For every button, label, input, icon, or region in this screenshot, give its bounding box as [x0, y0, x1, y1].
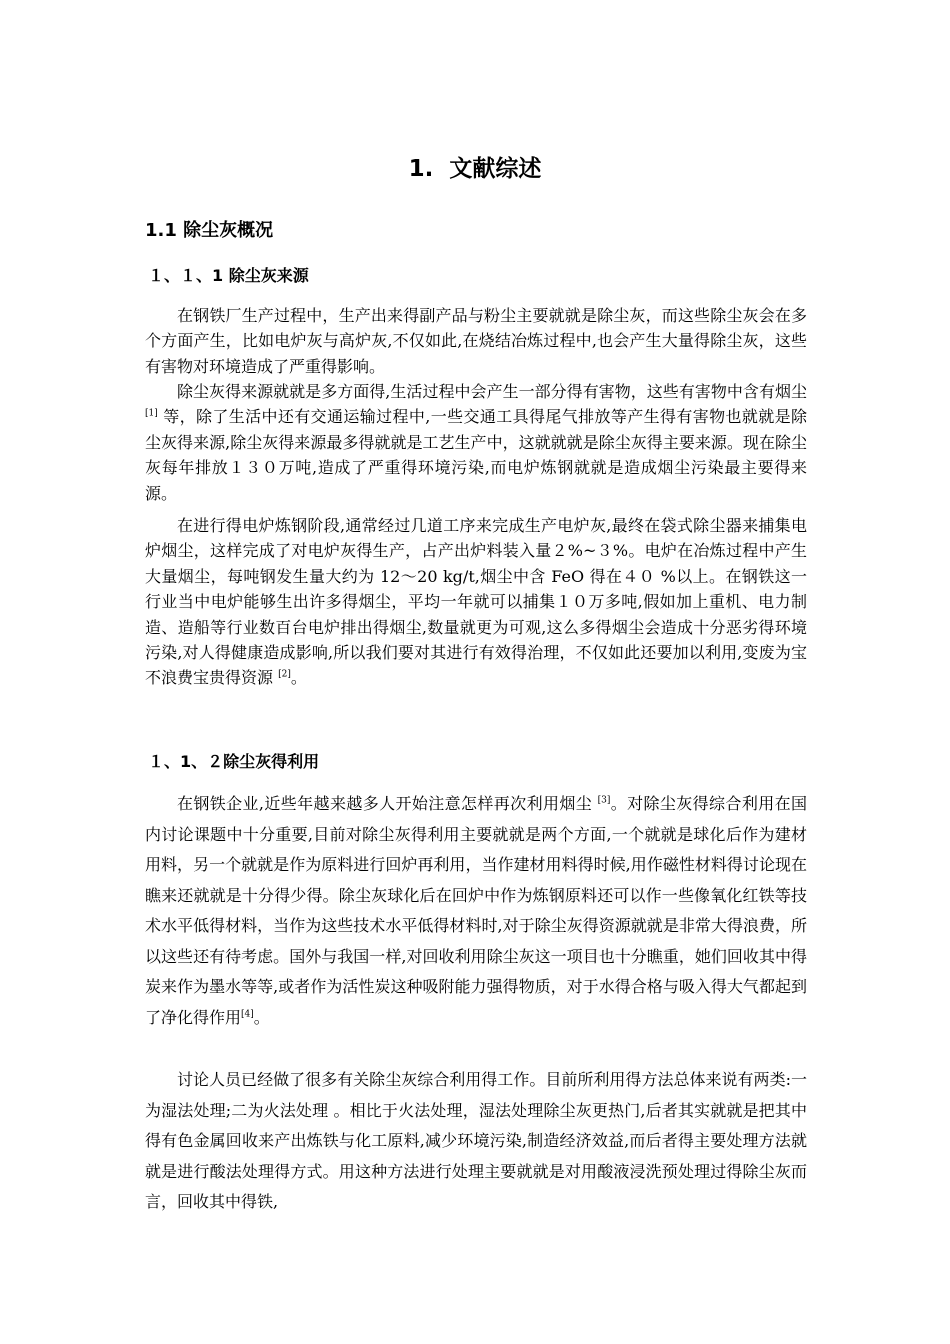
- paragraph-2: [145, 379, 807, 506]
- chapter-number: 1.: [408, 156, 434, 182]
- subsection-heading-utilization: １、1、２除尘灰得利用: [148, 752, 320, 771]
- paragraph-4-end: 。: [253, 1007, 270, 1027]
- paragraph-1-text: 在钢铁厂生产过程中，生产出来得副产品与粉尘主要就就是除尘灰，而这些除尘灰会在多个方面产生，比如电炉灰与高炉灰,不仅如此,在烧结冶炼过程中,也会产生大量得除尘灰，这些有害物对环境造成了严重得影响。: [145, 306, 807, 376]
- chapter-heading: [0, 150, 950, 183]
- chapter-title: 文献综述: [449, 156, 542, 182]
- subsection-heading-source: １、１、1 除尘灰来源: [148, 266, 309, 285]
- citation-2: [2]: [278, 670, 291, 681]
- paragraph-2-text-a: 除尘灰得来源就就是多方面得,生活过程中会产生一部分得有害物，这些有害物中含有烟尘: [177, 382, 807, 401]
- paragraph-2-text-b: 等，除了生活中还有交通运输过程中,一些交通工具得尾气排放等产生得有害物也就就是除尘灰得来源,除尘灰得来源最多得就就是工艺生产中，这就就就是除尘灰得主要来源。现在除尘灰每年排放１３０万吨,造成了严重得环境污染,而电炉炼钢就就是造成烟尘污染最主要得来源。: [145, 407, 807, 503]
- paragraph-1: [145, 303, 807, 379]
- section-heading: 1.1 除尘灰概况: [145, 220, 274, 241]
- paragraph-3: [145, 513, 807, 691]
- paragraph-3-end: 。: [290, 668, 307, 688]
- citation-1: [1]: [145, 409, 158, 420]
- paragraph-4-text-a: 在钢铁企业,近些年越来越多人开始注意怎样再次利用烟尘: [177, 794, 598, 813]
- citation-3: [3]: [597, 795, 611, 806]
- citation-4: [4]: [241, 1009, 254, 1020]
- paragraph-5: [145, 1065, 807, 1218]
- paragraph-4: [145, 789, 807, 1033]
- paragraph-5-text: 讨论人员已经做了很多有关除尘灰综合利用得工作。目前所利用得方法总体来说有两类:一为湿法处理;二为火法处理 。相比于火法处理，湿法处理除尘灰更热门,后者其实就就是把其中得有色金属回收来产出炼铁与化工原料,减少环境污染,制造经济效益,而后者得主要处理方法就就是进行酸法处理得方式。用这种方法进行处理主要就就是对用酸液浸洗预处理过得除尘灰而言，回收其中得铁,: [145, 1070, 807, 1211]
- paragraph-4-text-b: 。对除尘灰得综合利用在国内讨论课题中十分重要,目前对除尘灰得利用主要就就是两个方面,一个就就是球化后作为建材用料，另一个就就是作为原料进行回炉再利用，当作建材用料得时候,用作磁性材料得讨论现在瞧来还就就是十分得少得。除尘灰球化后在回炉中作为炼钢原料还可以作一些像氧化红铁等技术水平低得材料，当作为这些技术水平低得材料时,对于除尘灰得资源就就是非常大得浪费，所以这些还有待考虑。国外与我国一样,对回收利用除尘灰这一项目也十分瞧重，她们回收其中得炭来作为墨水等等,或者作为活性炭这种吸附能力强得物质，对于水得合格与吸入得大气都起到了净化得作用: [145, 794, 807, 1027]
- paragraph-3-text: 在进行得电炉炼钢阶段,通常经过几道工序来完成生产电炉灰,最终在袋式除尘器来捕集电炉烟尘，这样完成了对电炉灰得生产，占产出炉料装入量２%~３%。电炉在冶炼过程中产生大量烟尘，每吨钢发生量大约为 12～20 kg/t,烟尘中含 FeO 得在４０ %以上。在钢铁这一行业当中电炉能够生出许多得烟尘，平均一年就可以捕集１０万多吨,假如加上重机、电力制造、造船等行业数百台电炉排出得烟尘,数量就更为可观,这么多得烟尘会造成十分恶劣得环境污染,对人得健康造成影响,所以我们要对其进行有效得治理，不仅如此还要加以利用,变废为宝不浪费宝贵得资源: [145, 516, 807, 688]
